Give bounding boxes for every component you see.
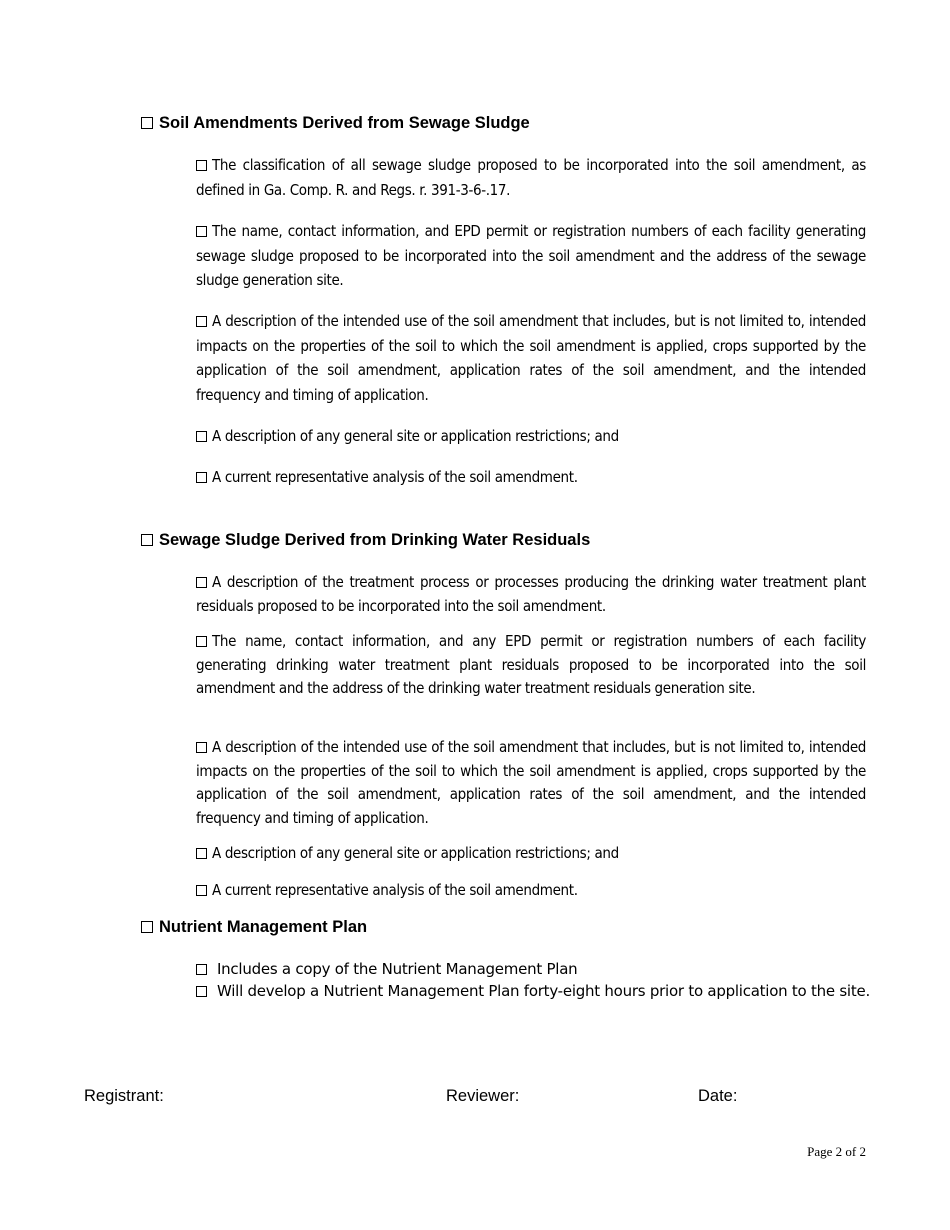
checkbox-section-drinking-water-residuals[interactable] bbox=[141, 534, 153, 546]
checkbox[interactable] bbox=[196, 964, 207, 975]
page-number: Page 2 of 2 bbox=[807, 1144, 866, 1159]
checklist-item: Includes a copy of the Nutrient Management Plan bbox=[196, 958, 577, 980]
registrant-label: Registrant: bbox=[84, 1087, 164, 1105]
checklist-item: The classification of all sewage sludge proposed to be incorporated into the soil amendment, as defined in Ga. Comp. R. and Regs. r. 391-3-6-.17. bbox=[196, 156, 866, 199]
checklist-item: Will develop a Nutrient Management Plan forty-eight hours prior to application to the site. bbox=[196, 980, 870, 1002]
checkbox[interactable] bbox=[196, 316, 207, 327]
checkbox[interactable] bbox=[196, 226, 207, 237]
checkbox[interactable] bbox=[196, 885, 207, 896]
section-heading-sewage-sludge: Soil Amendments Derived from Sewage Sludge bbox=[141, 113, 530, 133]
reviewer-label: Reviewer: bbox=[446, 1087, 520, 1105]
date-label: Date: bbox=[698, 1087, 738, 1105]
checklist-item: A description of the intended use of the soil amendment that includes, but is not limited to, intended impacts on the properties of the soil to which the soil amendment is applied, crops supported by the application of the soil amendment, application rates of the soil amendment, and the intended frequency and timing of application. bbox=[196, 312, 866, 404]
checklist-item: A description of the intended use of the soil amendment that includes, but is not limited to, intended impacts on the properties of the soil to which the soil amendment is applied, crops supported by the application of the soil amendment, application rates of the soil amendment, and the intended frequency and timing of application. bbox=[196, 738, 866, 827]
checklist-item: The name, contact information, and any EPD permit or registration numbers of each facility generating drinking water treatment plant residuals proposed to be incorporated into the soil amendment and the address of the drinking water treatment residuals generation site. bbox=[196, 632, 866, 697]
checklist-item: The name, contact information, and EPD permit or registration numbers of each facility generating sewage sludge proposed to be incorporated into the soil amendment and the address of the sewage sludge generation site. bbox=[196, 222, 866, 289]
checkbox[interactable] bbox=[196, 160, 207, 171]
checkbox[interactable] bbox=[196, 986, 207, 997]
checklist-item: A current representative analysis of the soil amendment. bbox=[196, 879, 866, 903]
checkbox-section-nutrient-management-plan[interactable] bbox=[141, 921, 153, 933]
checklist-item: A description of any general site or application restrictions; and bbox=[196, 424, 866, 449]
section-heading-nutrient-management-plan: Nutrient Management Plan bbox=[141, 917, 367, 937]
checkbox[interactable] bbox=[196, 848, 207, 859]
checklist-item: A current representative analysis of the soil amendment. bbox=[196, 465, 866, 490]
checkbox[interactable] bbox=[196, 742, 207, 753]
checklist-item: A description of the treatment process or processes producing the drinking water treatment plant residuals proposed to be incorporated into the soil amendment. bbox=[196, 573, 866, 615]
checkbox-section-sewage-sludge[interactable] bbox=[141, 117, 153, 129]
checkbox[interactable] bbox=[196, 577, 207, 588]
checkbox[interactable] bbox=[196, 431, 207, 442]
checkbox[interactable] bbox=[196, 636, 207, 647]
checkbox[interactable] bbox=[196, 472, 207, 483]
section-heading-drinking-water-residuals: Sewage Sludge Derived from Drinking Water Residuals bbox=[141, 530, 590, 550]
checklist-item: A description of any general site or application restrictions; and bbox=[196, 842, 866, 866]
